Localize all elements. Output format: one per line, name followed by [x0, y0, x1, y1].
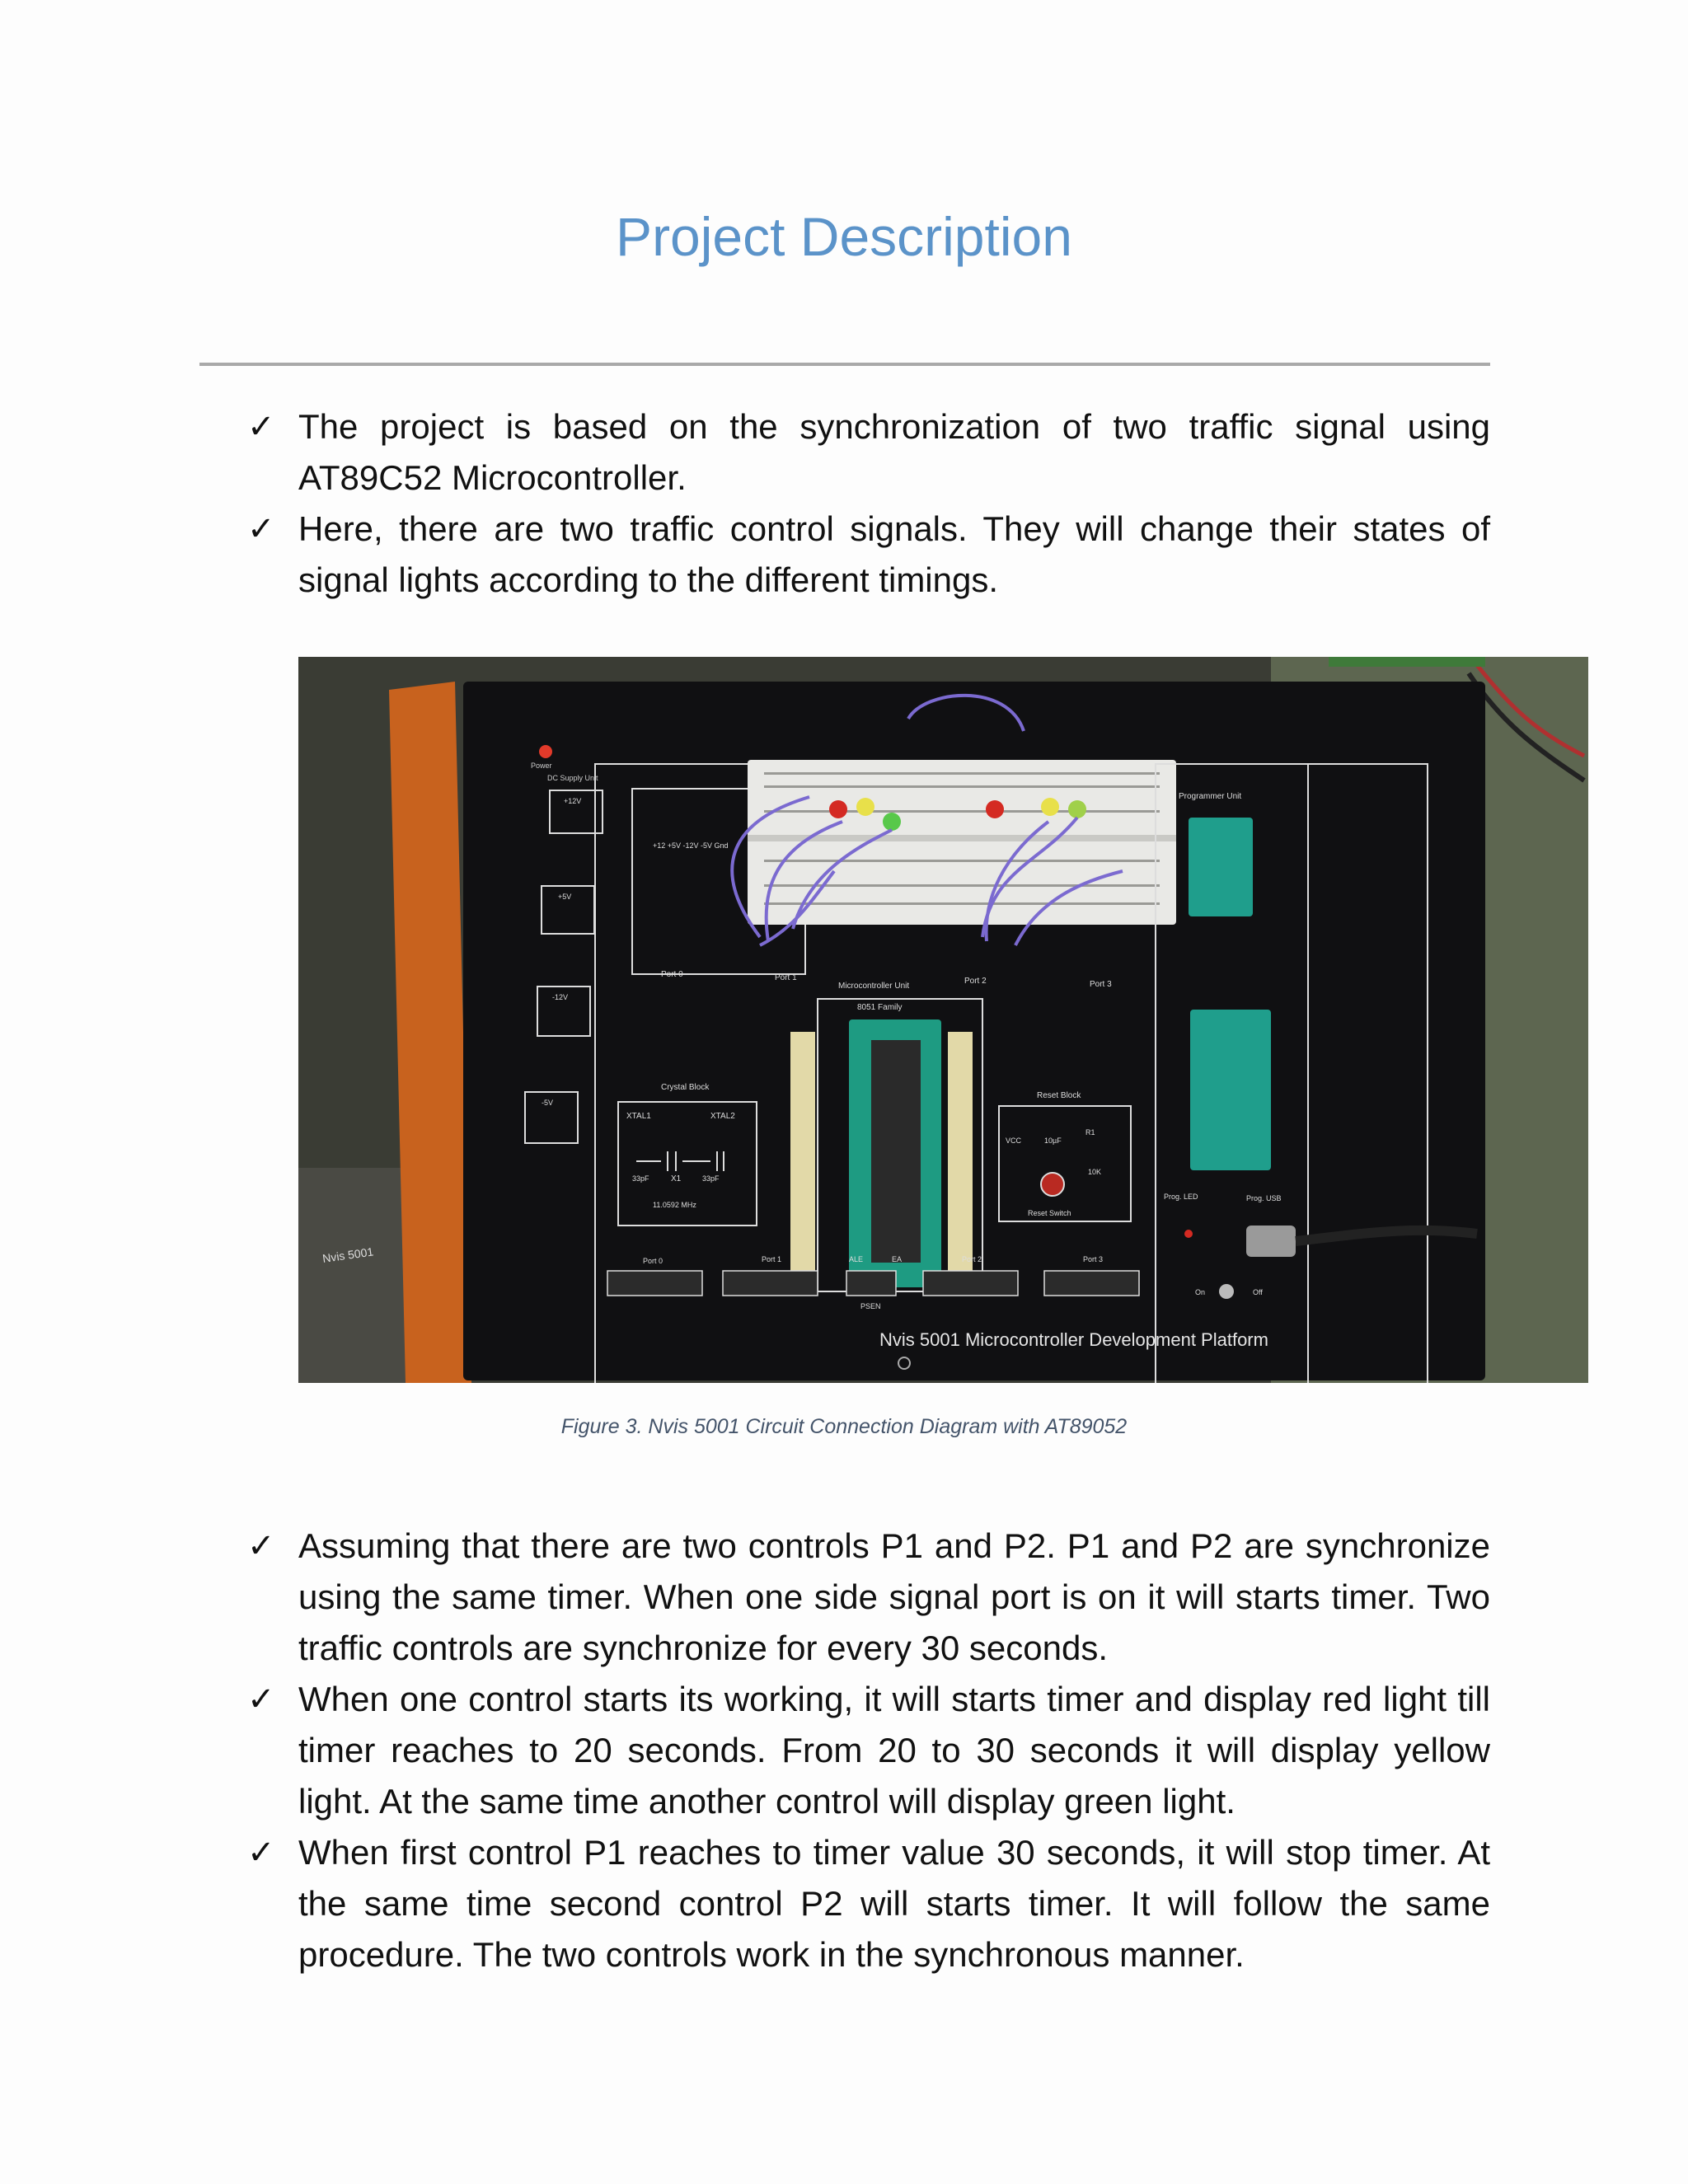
r1-label: R1	[1085, 1128, 1095, 1137]
list-item	[247, 1827, 1490, 1980]
vm12-label: -12V	[552, 993, 569, 1001]
power-led	[539, 745, 552, 758]
checkmark-icon: ✓	[247, 1834, 275, 1872]
power-toggle	[1219, 1284, 1234, 1299]
checkmark-icon: ✓	[247, 1680, 275, 1718]
usb-connector	[1246, 1226, 1296, 1257]
side-sticker-text: Nvis 5001	[321, 1244, 375, 1265]
red-led-2	[986, 800, 1004, 818]
cap2-label: 33pF	[702, 1174, 720, 1183]
reset-switch	[1041, 1173, 1064, 1196]
port0-label: Port 0	[661, 970, 683, 979]
power-label: Power	[531, 762, 552, 770]
list-item	[247, 401, 1490, 504]
checkmark-icon: ✓	[247, 408, 275, 446]
off-label: Off	[1253, 1288, 1263, 1296]
checkmark-icon: ✓	[247, 1527, 275, 1565]
page-title: Project Description	[616, 206, 1072, 267]
bullet-text: The project is based on the synchronization of two traffic signal using AT89C52 Microcontroller.	[298, 407, 1490, 497]
programmer-socket-top	[1189, 818, 1253, 916]
yellow-led-2	[1041, 798, 1059, 816]
programmer-socket-zif	[1190, 1010, 1271, 1170]
vcc-label: VCC	[1006, 1137, 1022, 1145]
yellow-led-1	[856, 798, 874, 816]
dc-supply-label: DC Supply Unit	[547, 774, 598, 782]
ea-label: EA	[892, 1255, 903, 1263]
bullet-text: Here, there are two traffic control signals. They will change their states of signal lights according to the different timings.	[298, 509, 1490, 599]
bullet-list-top	[247, 401, 1490, 606]
list-item	[247, 504, 1490, 606]
green-led-2	[1068, 800, 1086, 818]
vm5-label: -5V	[542, 1099, 554, 1107]
bottom-port0-label: Port 0	[643, 1257, 663, 1265]
cap1-label: 33pF	[632, 1174, 649, 1183]
r-val-label: 10K	[1088, 1168, 1102, 1176]
port1-label: Port 1	[775, 973, 797, 982]
family-label: 8051 Family	[857, 1003, 903, 1012]
reset-switch-label: Reset Switch	[1028, 1209, 1071, 1217]
freq-label: 11.0592 MHz	[653, 1201, 696, 1209]
list-item	[247, 1674, 1490, 1827]
v12-label: +12V	[564, 797, 582, 805]
crystal-block-label: Crystal Block	[661, 1083, 710, 1092]
rail-list-label: +12 +5V -12V -5V Gnd	[653, 841, 729, 850]
prog-led	[1184, 1230, 1193, 1238]
figure-caption: Figure 3. Nvis 5001 Circuit Connection Diagram with AT89052	[560, 1415, 1128, 1438]
xtal1-label: XTAL1	[626, 1112, 651, 1121]
red-led-1	[829, 800, 847, 818]
bullet-text: When first control P1 reaches to timer value 30 seconds, it will stop timer. At the same time second control P2 will starts timer. It will follow the same procedure. The two controls work in the synchronous manner.	[298, 1833, 1490, 1974]
figure-board-photo	[298, 657, 1588, 1383]
title-divider	[199, 363, 1490, 366]
cap-10uf-label: 10µF	[1044, 1137, 1062, 1145]
bottom-port2-label: Port 2	[962, 1255, 982, 1263]
v5-label: +5V	[558, 893, 572, 901]
xtal2-label: XTAL2	[710, 1112, 735, 1121]
x1-label: X1	[671, 1174, 682, 1183]
bullet-text: When one control starts its working, it will starts timer and display red light till timer reaches to 20 seconds. From 20 to 30 seconds it will display yellow light. At the same time another control will display green light.	[298, 1680, 1490, 1821]
on-label: On	[1195, 1288, 1206, 1296]
green-led-1	[883, 813, 901, 831]
ale-label: ALE	[849, 1255, 864, 1263]
bottom-port1-label: Port 1	[762, 1255, 782, 1263]
port3-label: Port 3	[1090, 980, 1112, 989]
reset-block-label: Reset Block	[1037, 1091, 1081, 1100]
mcu-unit-label: Microcontroller Unit	[838, 982, 910, 991]
checkmark-icon: ✓	[247, 510, 275, 548]
list-item	[247, 1521, 1490, 1674]
bullet-list-bottom	[247, 1521, 1490, 1980]
bottom-port3-label: Port 3	[1083, 1255, 1104, 1263]
programmer-unit-label: Programmer Unit	[1179, 792, 1242, 801]
prog-led-label: Prog. LED	[1164, 1193, 1198, 1201]
prog-usb-label: Prog. USB	[1246, 1194, 1282, 1202]
bullet-text: Assuming that there are two controls P1 and P2. P1 and P2 are synchronize using the same timer. When one side signal port is on it will starts timer. Two traffic controls are synchronize for every 30 seconds.	[298, 1526, 1490, 1667]
platform-name: Nvis 5001 Microcontroller Development Platform	[879, 1329, 1268, 1350]
psen-label: PSEN	[860, 1302, 881, 1310]
mcu-chip	[871, 1040, 921, 1263]
port2-label: Port 2	[964, 977, 987, 986]
